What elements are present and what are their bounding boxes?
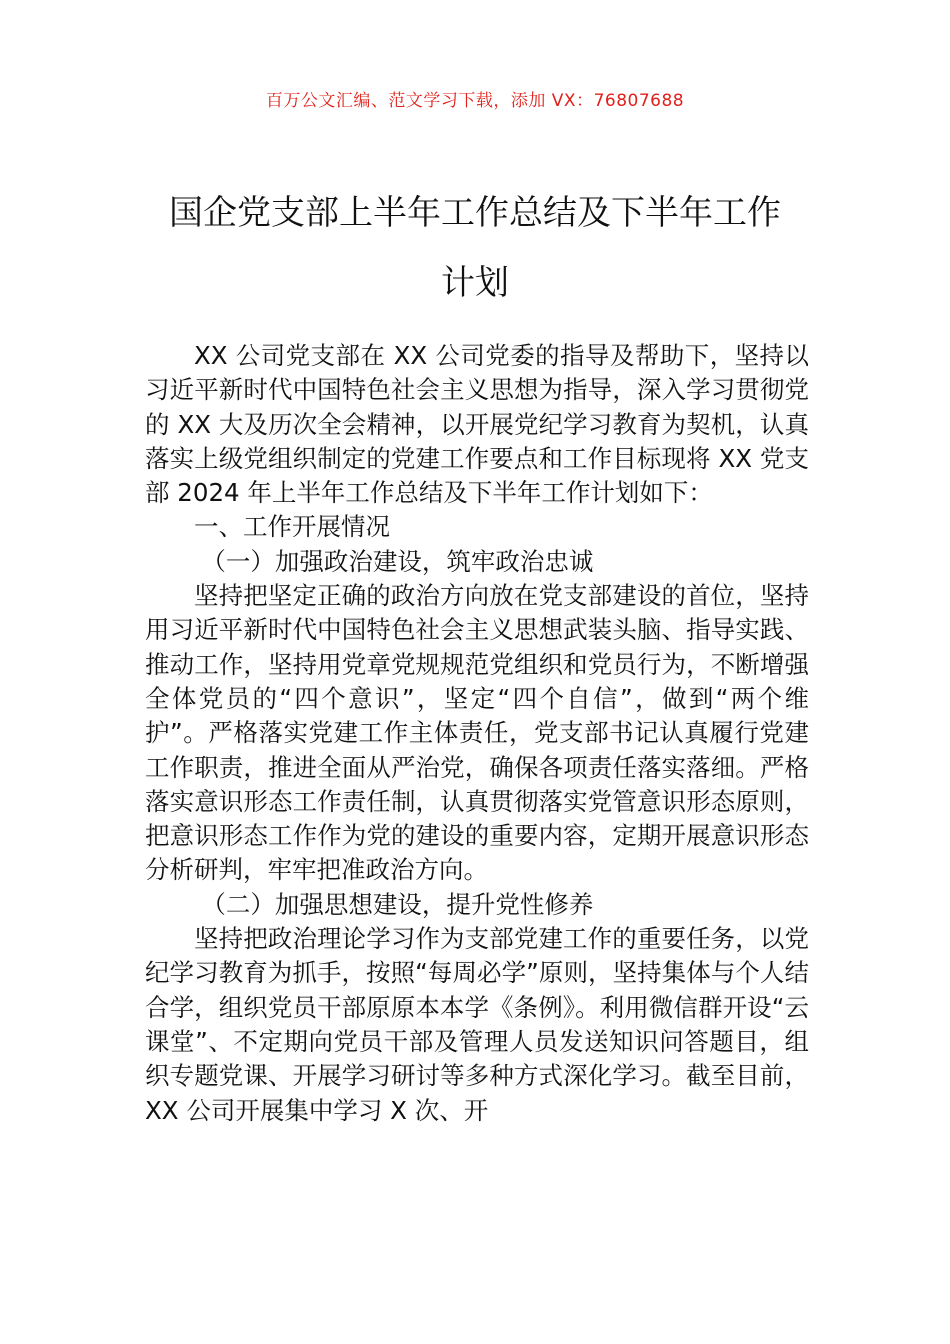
- document-title-line-2: 计划: [441, 263, 509, 303]
- header-watermark-note: 百万公文汇编、范文学习下载，添加 VX：76807688: [265, 91, 685, 111]
- body-paragraph: 坚持把坚定正确的政治方向放在党支部建设的首位，坚持用习近平新时代中国特色社会主义思想武装头脑、指导实践、推动工作，坚持用党章党规规范党组织和党员行为，不断增强全体党员的“四个意识”，坚定“四个自信”，做到“两个维护”。严格落实党建工作主体责任，党支部书记认真履行党建工作职责，推进全面从严治党，确保各项责任落实落细。严格落实意识形态工作责任制，认真贯彻落实党管意识形态原则，把意识形态工作作为党的建设的重要内容，定期开展意识形态分析研判，牢牢把准政治方向。: [145, 581, 809, 885]
- document-body: [145, 339, 809, 1128]
- document-title-line-1: 国企党支部上半年工作总结及下半年工作: [169, 193, 781, 233]
- intro-paragraph: XX 公司党支部在 XX 公司党委的指导及帮助下，坚持以习近平新时代中国特色社会主义思想为指导，深入学习贯彻党的 XX 大及历次全会精神，以开展党纪学习教育为契机，认真落实上级党组织制定的党建工作要点和工作目标现将 XX 党支部 2024 年上半年工作总结及下半年工作计划如下：: [145, 341, 809, 508]
- document-title: [140, 178, 810, 318]
- body-paragraph: 坚持把政治理论学习作为支部党建工作的重要任务，以党纪学习教育为抓手，按照“每周必学”原则，坚持集体与个人结合学，组织党员干部原原本本学《条例》。利用微信群开设“云课堂”、不定期向党员干部及管理人员发送知识问答题目，组织专题党课、开展学习研讨等多种方式深化学习。截至目前，XX 公司开展集中学习 X 次、开: [145, 924, 809, 1125]
- section-heading: 一、工作开展情况: [194, 512, 390, 542]
- subsection-heading: （一）加强政治建设，筑牢政治忠诚: [201, 546, 594, 576]
- subsection-heading: （二）加强思想建设，提升党性修养: [201, 889, 594, 919]
